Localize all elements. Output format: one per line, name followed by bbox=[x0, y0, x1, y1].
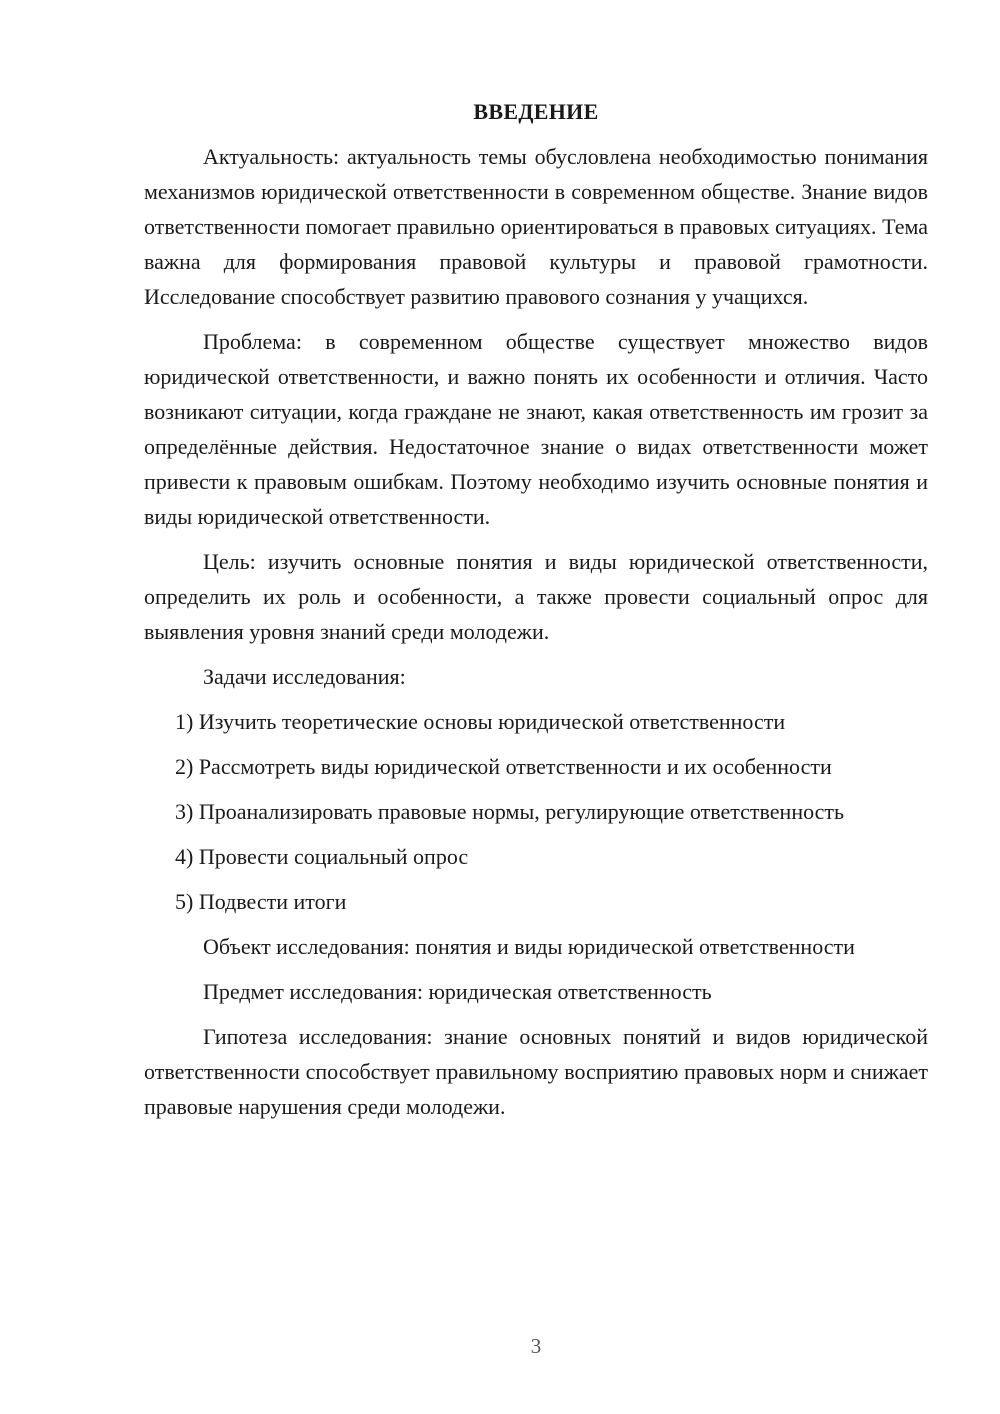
task-item-3: 3) Проанализировать правовые нормы, регулирующие ответственность bbox=[175, 799, 845, 824]
page-content bbox=[144, 94, 928, 1134]
goal-paragraph: Цель: изучить основные понятия и виды юридической ответственности, определить их роль и особенности, а также провести социальный опрос для выявления уровня знаний среди молодежи. bbox=[144, 549, 928, 644]
hypothesis-paragraph: Гипотеза исследования: знание основных понятий и видов юридической ответственности способствует правильному восприятию правовых норм и снижает правовые нарушения среди молодежи. bbox=[144, 1024, 928, 1119]
task-item-5: 5) Подвести итоги bbox=[175, 889, 347, 914]
relevance-paragraph: Актуальность: актуальность темы обусловлена необходимостью понимания механизмов юридической ответственности в современном обществе. Знание видов ответственности помогает правильно ориентироваться в правовых ситуациях. Тема важна для формирования правовой культуры и правовой грамотности. Исследование способствует развитию правового сознания у учащихся. bbox=[144, 144, 928, 309]
subject-paragraph: Предмет исследования: юридическая ответственность bbox=[203, 979, 712, 1004]
task-item-4: 4) Провести социальный опрос bbox=[175, 844, 469, 869]
object-paragraph: Объект исследования: понятия и виды юридической ответственности bbox=[203, 934, 855, 959]
task-item-1: 1) Изучить теоретические основы юридической ответственности bbox=[175, 709, 786, 734]
problem-paragraph: Проблема: в современном обществе существует множество видов юридической ответственности, и важно понять их особенности и отличия. Часто возникают ситуации, когда граждане не знают, какая ответственность им грозит за определённые действия. Недостаточное знание о видах ответственности может привести к правовым ошибкам. Поэтому необходимо изучить основные понятия и виды юридической ответственности. bbox=[144, 329, 928, 529]
task-item-2: 2) Рассмотреть виды юридической ответственности и их особенности bbox=[175, 754, 832, 779]
page-number: 3 bbox=[530, 1334, 542, 1358]
tasks-title: Задачи исследования: bbox=[203, 664, 406, 689]
section-heading: ВВЕДЕНИЕ bbox=[473, 99, 599, 124]
